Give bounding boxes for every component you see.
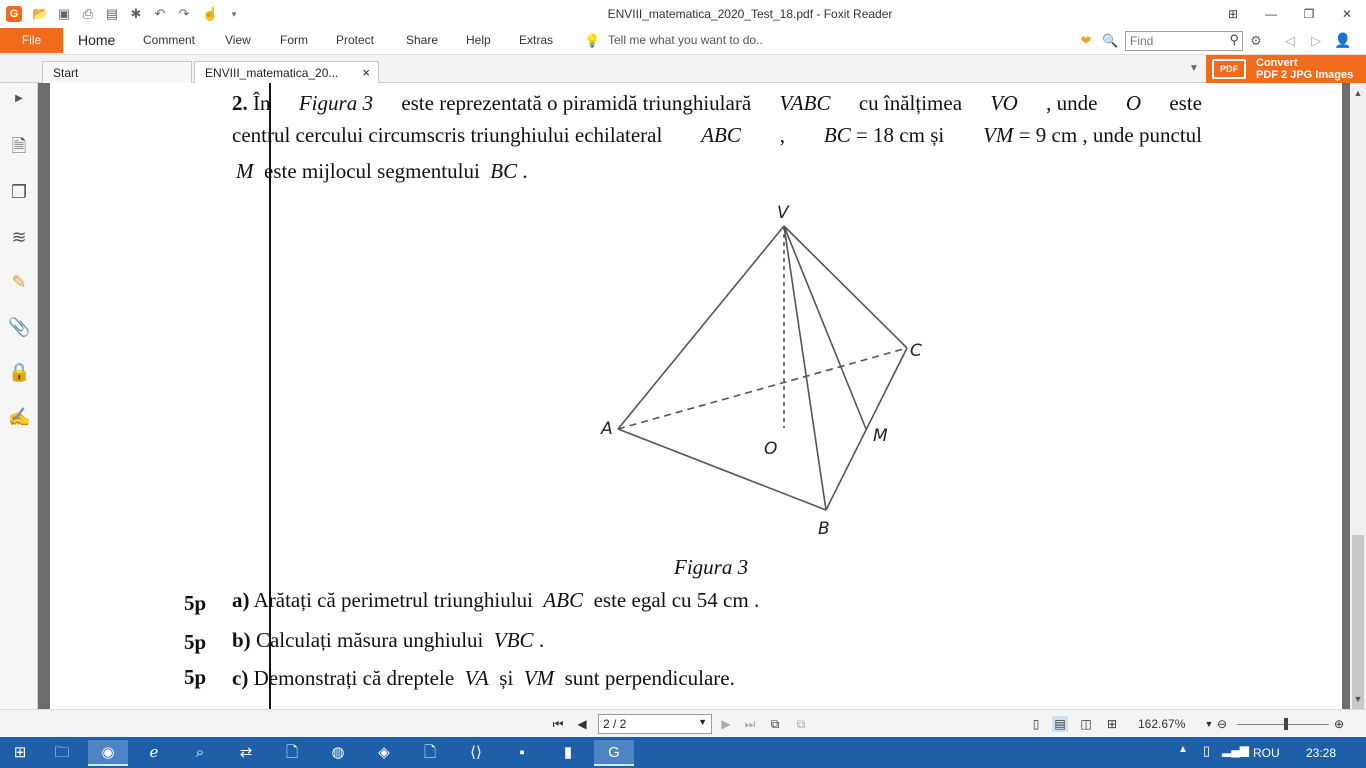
show-hidden-icons-icon[interactable]: ▲ <box>1178 744 1188 755</box>
tab-file[interactable]: File <box>0 28 63 53</box>
continuous-view-icon[interactable]: ▤ <box>1052 716 1068 732</box>
var-m: M <box>236 159 254 183</box>
tab-start[interactable]: Start <box>42 61 192 83</box>
label-c: C <box>910 341 922 361</box>
zoom-dropdown-icon[interactable]: ▼ <box>1204 719 1214 729</box>
text-midpoint: este mijlocul segmentului <box>264 159 480 183</box>
zoom-in-icon[interactable]: ⊕ <box>1333 717 1345 731</box>
close-button[interactable]: ✕ <box>1341 7 1353 21</box>
next-arrow-icon[interactable]: ▷ <box>1311 33 1321 48</box>
var-abc: ABC <box>701 123 741 147</box>
print-icon[interactable]: ⎙ <box>82 6 94 21</box>
heart-icon[interactable]: ❤ <box>1080 33 1092 48</box>
lightbulb-icon: 💡 <box>584 33 601 48</box>
task-c <box>232 666 735 691</box>
page-number-select[interactable] <box>598 714 712 734</box>
task-a-var: ABC <box>543 588 584 612</box>
notepad-icon[interactable]: 🗋 <box>285 744 299 761</box>
document-tab-bar <box>0 55 1366 83</box>
continuous-facing-view-icon[interactable]: ⊞ <box>1106 717 1118 731</box>
customize-dropdown-icon[interactable]: ▾ <box>231 9 237 19</box>
figure-ref: Figura 3 <box>298 91 373 115</box>
windows-taskbar <box>0 737 1366 768</box>
last-page-icon[interactable]: ⏭ <box>744 717 756 731</box>
label-a: A <box>601 419 613 439</box>
close-tab-icon[interactable]: × <box>362 65 370 80</box>
restore-button[interactable]: ❐ <box>1303 7 1315 21</box>
signature-icon[interactable]: ✍ <box>8 407 31 427</box>
single-page-view-icon[interactable]: ▯ <box>1032 717 1040 731</box>
redo-icon[interactable]: ↷ <box>178 6 190 21</box>
title-bar <box>0 0 1366 28</box>
text-comma: , <box>779 123 785 147</box>
task-c-points: 5p <box>184 665 207 689</box>
properties-icon[interactable]: ▤ <box>105 6 119 21</box>
convert-line2: PDF 2 JPG Images <box>1256 69 1354 81</box>
text-description: este reprezentată o piramidă triunghiulară <box>401 91 752 115</box>
tab-document[interactable] <box>194 61 379 83</box>
vertical-scrollbar[interactable] <box>1350 83 1366 709</box>
task-c-text: Demonstrați că dreptele <box>253 666 455 690</box>
zoom-level[interactable]: 162.67% <box>1138 717 1186 731</box>
ribbon-display-options-button[interactable]: ⊞ <box>1227 7 1239 21</box>
task-a-text: Arătați că perimetrul triunghiului <box>253 588 533 612</box>
task-b-tail: . <box>538 628 545 652</box>
problem-line-1 <box>232 91 1202 116</box>
internet-explorer-icon[interactable]: ℯ <box>149 744 159 761</box>
file-explorer-icon[interactable]: 🗀 <box>54 744 70 761</box>
tell-me-search[interactable]: Tell me what you want to do.. <box>608 33 763 47</box>
text-is: este <box>1169 91 1202 115</box>
task-b-text: Calculați măsura unghiului <box>255 628 484 652</box>
code-editor-icon[interactable]: ⟨⟩ <box>470 744 482 761</box>
tab-view[interactable]: View <box>225 33 251 47</box>
label-m: M <box>873 426 888 446</box>
label-b: B <box>818 519 830 539</box>
task-b-letter: b) <box>232 628 251 652</box>
task-a <box>232 588 759 613</box>
settings-gear-icon[interactable]: ⚙ <box>1250 33 1262 48</box>
zoom-slider-thumb[interactable] <box>1284 718 1288 730</box>
previous-page-icon[interactable]: ◀ <box>577 717 587 731</box>
previous-arrow-icon[interactable]: ◁ <box>1285 33 1295 48</box>
text-height: cu înălțimea <box>858 91 963 115</box>
task-a-tail: este egal cu 54 cm . <box>593 588 760 612</box>
bookmark-icon[interactable]: 🗎 <box>11 136 27 156</box>
pyramid-figure <box>563 196 922 539</box>
scroll-up-arrow-icon[interactable]: ▲ <box>1353 88 1363 98</box>
var-bc: BC <box>823 123 851 147</box>
layers-icon[interactable]: ≋ <box>11 227 27 247</box>
document-tab-label: ENVIII_matematica_20... <box>205 66 339 80</box>
terminal-icon[interactable]: ▪ <box>519 744 525 761</box>
convert-pdf-to-jpg-button[interactable] <box>1206 55 1366 83</box>
scroll-thumb[interactable] <box>1352 535 1364 711</box>
undo-icon[interactable]: ↶ <box>154 6 166 21</box>
find-folder-icon[interactable]: 🔍 <box>1102 33 1119 48</box>
magnifier-icon[interactable]: ⌕ <box>195 744 205 761</box>
tab-form[interactable]: Form <box>280 33 308 47</box>
find-placeholder: Find <box>1130 34 1154 48</box>
task-c-tail: sunt perpendiculare. <box>564 666 735 690</box>
tab-extras[interactable]: Extras <box>519 33 554 47</box>
next-page-icon[interactable]: ▶ <box>721 717 731 731</box>
chevron-down-icon: ▼ <box>698 717 707 727</box>
var-bc-segment: BC <box>490 159 518 183</box>
battery-icon[interactable]: ▯ <box>1203 743 1211 758</box>
edge-ac-hidden <box>618 348 907 429</box>
new-file-icon[interactable]: ✱ <box>130 6 142 21</box>
edge-va <box>618 226 784 429</box>
zoom-out-icon[interactable]: ⊖ <box>1216 717 1228 731</box>
label-v: V <box>777 203 789 223</box>
expand-panel-arrow-icon[interactable]: ▶ <box>15 93 23 104</box>
task-b-var: VBC <box>493 628 534 652</box>
comments-icon[interactable]: ✎ <box>11 272 27 292</box>
task-c-mid: și <box>499 666 514 690</box>
page-number-value: 2 / 2 <box>603 717 627 731</box>
book-icon[interactable]: ▮ <box>563 744 573 761</box>
chrome-icon[interactable]: ◉ <box>88 740 128 766</box>
foxit-reader-taskbar-icon[interactable]: G <box>594 740 634 766</box>
figure-caption: Figura 3 <box>674 555 749 579</box>
segment-vm <box>784 226 866 429</box>
tab-help[interactable]: Help <box>466 33 491 47</box>
document-viewport[interactable] <box>38 83 1350 709</box>
tab-list-dropdown-icon[interactable]: ▼ <box>1189 63 1199 74</box>
hand-tool-icon[interactable]: ☝ <box>202 6 219 21</box>
task-c-var: VA <box>464 666 489 690</box>
label-o: O <box>764 439 778 459</box>
text-vm-value: = 9 cm , unde punctul <box>1018 123 1202 147</box>
edge-ab <box>618 429 826 510</box>
ribbon-tabs <box>0 28 1366 55</box>
problem-line-2 <box>232 123 1202 148</box>
windows-start-icon[interactable]: ⊞ <box>13 744 27 761</box>
text-circumcenter: centrul cercului circumscris triunghiului echilateral <box>232 123 663 147</box>
var-vm: VM <box>983 123 1014 147</box>
var-vabc: VABC <box>779 91 831 115</box>
problem-line-3 <box>236 159 528 184</box>
save-icon[interactable]: ▣ <box>57 6 71 21</box>
task-a-letter: a) <box>232 588 250 612</box>
signal-icon[interactable]: ▂▄▆ <box>1222 743 1249 757</box>
edge-vc <box>784 226 907 348</box>
task-b <box>232 628 544 653</box>
tab-share[interactable]: Share <box>406 33 439 47</box>
task-c-var2: VM <box>523 666 555 690</box>
previous-view-icon[interactable]: ⧉ <box>770 717 780 731</box>
document-icon[interactable]: 🗋 <box>423 744 437 761</box>
text-bc-value: = 18 cm și <box>855 123 945 147</box>
user-account-icon[interactable]: 👤 <box>1334 32 1352 48</box>
problem-number: 2. <box>232 91 248 115</box>
task-b-points: 5p <box>184 630 207 654</box>
unity-icon[interactable]: ◈ <box>378 744 390 761</box>
open-icon[interactable]: 📂 <box>32 6 49 21</box>
window-title: ENVIII_matematica_2020_Test_18.pdf - Foxit Reader <box>607 7 893 21</box>
tab-comment[interactable]: Comment <box>143 33 196 47</box>
tab-home[interactable]: Home <box>78 32 116 48</box>
task-c-letter: c) <box>232 666 249 690</box>
attachments-icon[interactable]: 📎 <box>8 317 31 337</box>
convert-line1: Convert <box>1256 57 1298 69</box>
text-period: . <box>522 159 528 183</box>
text-in: În <box>253 91 271 115</box>
task-a-points: 5p <box>184 591 207 615</box>
clock[interactable]: 23:28 <box>1306 746 1337 760</box>
input-language[interactable]: ROU <box>1253 746 1280 760</box>
facing-view-icon[interactable]: ◫ <box>1080 717 1092 731</box>
status-bar <box>0 709 1366 737</box>
find-input[interactable] <box>1125 31 1243 51</box>
scroll-down-arrow-icon[interactable]: ▼ <box>1353 694 1363 704</box>
firefox-icon[interactable]: ◍ <box>331 744 345 761</box>
foxit-app-icon[interactable]: G <box>6 6 22 22</box>
text-where: , unde <box>1046 91 1098 115</box>
first-page-icon[interactable]: ⏮ <box>552 717 564 731</box>
edge-vb <box>784 226 826 510</box>
pdf-page <box>50 83 1342 709</box>
teamviewer-icon[interactable]: ⇄ <box>239 744 253 761</box>
var-vo: VO <box>990 91 1018 115</box>
tab-protect[interactable]: Protect <box>336 33 375 47</box>
next-view-icon[interactable]: ⧉ <box>796 717 806 731</box>
edge-bc <box>826 348 907 510</box>
minimize-button[interactable]: — <box>1265 7 1277 21</box>
page-thumbnails-icon[interactable]: ❐ <box>10 182 28 202</box>
search-icon[interactable]: ⚲ <box>1229 32 1239 47</box>
security-lock-icon[interactable]: 🔒 <box>8 362 31 382</box>
pdf-convert-icon: PDF <box>1212 59 1246 79</box>
var-o: O <box>1125 91 1141 115</box>
navigation-panel <box>0 83 38 709</box>
